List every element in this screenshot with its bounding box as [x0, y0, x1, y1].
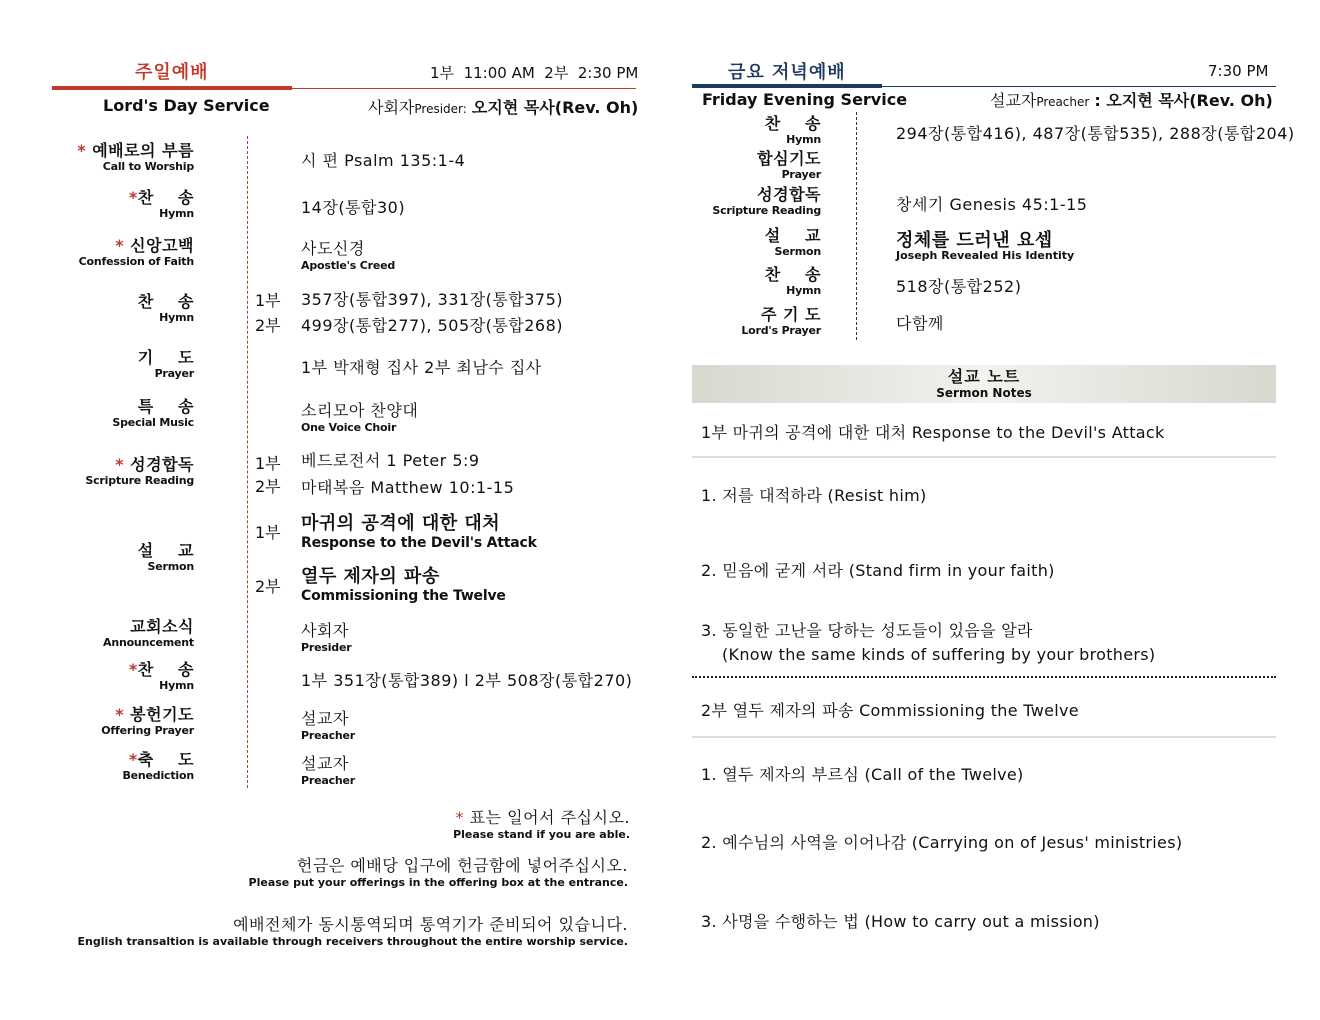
- value-scripture-b: 마태복음 Matthew 10:1-15: [301, 478, 515, 497]
- value-call-to-worship: 시 편 Psalm 135:1-4: [301, 151, 466, 170]
- notes-point-2-2: 2. 예수님의 사역을 이어나감 (Carrying on of Jesus' ministries): [701, 833, 1183, 852]
- value-announcement: 사회자 Presider: [301, 621, 352, 654]
- right-title: 금요 저녁예배: [728, 62, 846, 83]
- label-scripture: * 성경합독 Scripture Reading: [85, 455, 194, 487]
- fri-label-prayer: 합심기도 Prayer: [757, 149, 821, 181]
- left-presider: [368, 95, 638, 118]
- sermon-notes-header: 설교 노트 Sermon Notes: [692, 365, 1276, 403]
- notes-part-2: 2부 열두 제자의 파송 Commissioning the Twelve: [701, 701, 1079, 720]
- label-special-music: 특 송 Special Music: [112, 397, 194, 429]
- value-hymn-3: 1부 351장(통합389) l 2부 508장(통합270): [301, 671, 633, 690]
- notes-point-1-2: 2. 믿음에 굳게 서라 (Stand firm in your faith): [701, 561, 1055, 580]
- fri-label-lords-prayer: 주 기 도 Lord's Prayer: [741, 305, 821, 337]
- left-header-rule-thin: [292, 88, 636, 89]
- left-title: 주일예배: [135, 62, 209, 83]
- order-divider: [247, 136, 248, 788]
- notes-point-1-1: 1. 저를 대적하라 (Resist him): [701, 486, 927, 505]
- label-prayer: 기 도 Prayer: [137, 348, 194, 380]
- left-header-rule-thick: [52, 86, 292, 90]
- fri-value-scripture: 창세기 Genesis 45:1-15: [896, 195, 1088, 214]
- notes-point-1-3-en: (Know the same kinds of suffering by your brothers): [722, 645, 1156, 664]
- notes-point-2-1: 1. 열두 제자의 부르심 (Call of the Twelve): [701, 765, 1024, 784]
- notes-dotted-separator: [692, 676, 1276, 678]
- label-offering-prayer: * 봉헌기도 Offering Prayer: [101, 705, 194, 737]
- value-benediction: 설교자 Preacher: [301, 754, 356, 787]
- fri-label-hymn-1: 찬 송 Hymn: [764, 114, 821, 146]
- label-announcement: 교회소식 Announcement: [103, 617, 194, 649]
- label-hymn-2: 찬 송 Hymn: [137, 292, 194, 324]
- label-call-to-worship: * 예배로의 부름 Call to Worship: [77, 141, 194, 173]
- stand-mark: *: [77, 141, 87, 160]
- fri-label-sermon: 설 교 Sermon: [764, 226, 821, 258]
- value-confession: 사도신경 Apostle's Creed: [301, 239, 396, 272]
- footer-translation-note: 예배전체가 동시통역되며 통역기가 준비되어 있습니다. English transaltion is available through receivers throughout the entire worship service.: [77, 915, 628, 948]
- part-scripture-a: 1부: [255, 454, 281, 473]
- value-offering-prayer: 설교자 Preacher: [301, 709, 356, 742]
- right-header-rule-thin: [882, 86, 1276, 87]
- label-hymn-1: *찬 송 Hymn: [128, 188, 194, 220]
- value-prayer: 1부 박재형 집사 2부 최남수 집사: [301, 358, 542, 377]
- fri-label-hymn-2: 찬 송 Hymn: [764, 265, 821, 297]
- label-hymn-3: *찬 송 Hymn: [128, 660, 194, 692]
- footer-offering-note: 헌금은 예배당 입구에 헌금함에 넣어주십시오. Please put your offerings in the offering box at the entrance.: [248, 856, 628, 889]
- notes-point-1-3: 3. 동일한 고난을 당하는 성도들이 있음을 알라: [701, 621, 1033, 640]
- right-time: 7:30 PM: [1208, 62, 1269, 80]
- notes-rule-2: [692, 736, 1276, 738]
- footer-stand-note: * 표는 일어서 주십시오. Please stand if you are able.: [453, 808, 630, 841]
- value-sermon-b: 열두 제자의 파송 Commissioning the Twelve: [301, 566, 506, 604]
- part-sermon-a: 1부: [255, 523, 281, 542]
- preacher-name: : 오지현 목사(Rev. Oh): [1094, 91, 1273, 110]
- fri-value-sermon: 정체를 드러낸 요셉 Joseph Revealed His Identity: [896, 230, 1075, 262]
- right-header-rule-thick: [692, 84, 882, 88]
- fri-value-lords-prayer: 다함께: [896, 314, 944, 333]
- right-subtitle: Friday Evening Service: [702, 90, 908, 109]
- fri-value-hymn-2: 518장(통합252): [896, 277, 1022, 296]
- label-confession: * 신앙고백 Confession of Faith: [78, 236, 194, 268]
- value-scripture-a: 베드로전서 1 Peter 5:9: [301, 451, 480, 470]
- part-sermon-b: 2부: [255, 577, 281, 596]
- presider-name: 오지현 목사(Rev. Oh): [471, 98, 639, 117]
- presider-label-k: 사회자: [368, 98, 415, 117]
- part-hymn-2a: 1부: [255, 291, 281, 310]
- part-hymn-2b: 2부: [255, 316, 281, 335]
- presider-label-e: Presider:: [414, 102, 467, 116]
- value-hymn-1: 14장(통합30): [301, 198, 406, 217]
- right-preacher: 설교자Preacher : 오지현 목사(Rev. Oh): [990, 91, 1273, 110]
- value-hymn-2b: 499장(통합277), 505장(통합268): [301, 316, 564, 335]
- left-times: 1부 11:00 AM 2부 2:30 PM: [430, 64, 639, 82]
- notes-point-2-3: 3. 사명을 수행하는 법 (How to carry out a mission): [701, 912, 1100, 931]
- fri-label-scripture: 성경합독 Scripture Reading: [712, 185, 821, 217]
- value-sermon-a: 마귀의 공격에 대한 대처 Response to the Devil's Attack: [301, 513, 537, 551]
- value-special-music: 소리모아 찬양대 One Voice Choir: [301, 401, 419, 434]
- left-subtitle: Lord's Day Service: [103, 96, 270, 115]
- notes-rule-1: [692, 456, 1276, 458]
- value-hymn-2a: 357장(통합397), 331장(통합375): [301, 290, 564, 309]
- label-benediction: *축 도 Benediction: [122, 750, 194, 782]
- notes-part-1: 1부 마귀의 공격에 대한 대처 Response to the Devil's Attack: [701, 423, 1165, 442]
- friday-divider: [856, 112, 857, 340]
- fri-value-hymn-1: 294장(통합416), 487장(통합535), 288장(통합204): [896, 124, 1295, 143]
- part-scripture-b: 2부: [255, 477, 281, 496]
- label-sermon: 설 교 Sermon: [137, 541, 194, 573]
